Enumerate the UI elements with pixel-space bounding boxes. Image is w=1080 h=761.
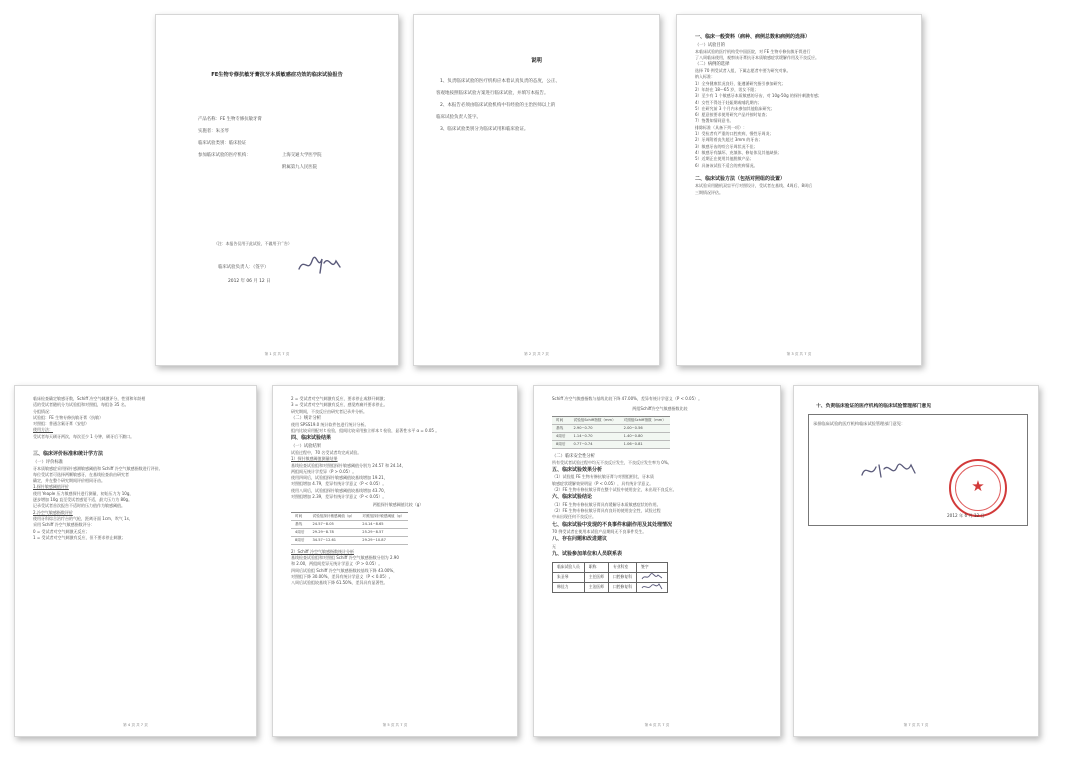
table-header-cell: 试验组Schiff指数（mm）	[569, 416, 619, 424]
table-header-cell: 职称	[584, 562, 608, 572]
table-row	[291, 528, 408, 536]
table-row	[553, 582, 668, 592]
body-line: 每位受试者可选择两颗敏感牙，在基线检查前由研究者	[33, 471, 129, 477]
instruction-line: 1、负责临床试验的医疗机构应本着认真负责的态度，公正、	[440, 79, 560, 84]
signature-cell	[636, 572, 667, 582]
opinion-label: 承担临床试验的医疗机构临床试验管理部门意见：	[813, 421, 906, 426]
body-line: 2）年龄在 18～65 岁，男女不限；	[695, 86, 759, 92]
table-cell: 1.40~0.80	[620, 432, 670, 440]
sponsor: 实施者：朱圣琴	[198, 129, 229, 134]
body-line: （2）FE 生物专修抗敏牙膏具有良好的使用安全性，试验过程	[552, 508, 661, 514]
table-cell: 朱圣琴	[553, 572, 585, 582]
handwritten-signature-2	[641, 573, 663, 581]
table-cell: 主治医师	[584, 582, 608, 592]
body-line: 所有受试者试验过程中均无不良反应发生，不良反应发生率为 0%。	[552, 459, 672, 465]
instruction-line: 3、临床试验类别分为临床试用和临床验证。	[440, 127, 529, 132]
report-page-5	[272, 385, 518, 737]
table-header-cell: 时间	[552, 416, 569, 424]
body-line: 70 例受试者在使用本试验产品期间无不良事件发生。	[552, 529, 647, 535]
table-cell: 34.57~12.61	[308, 536, 358, 544]
body-line: 对照组增加 4.79，差异有统计学意义（P < 0.05）。	[291, 481, 387, 487]
body-line: 3 = 受试者对空气刺激有反应，感觉疼痛并要求停止。	[291, 402, 388, 408]
section-heading: 四、临床试验结果	[291, 435, 332, 442]
handwritten-signature-1	[296, 251, 344, 277]
table-cell: 基线	[552, 424, 569, 432]
body-line: 使用牙科综合治疗台的气枪，距离牙面 1cm，吹气 1s，	[33, 515, 133, 521]
subsection-heading: （一）试验目的	[695, 42, 726, 48]
body-line: 2）牙周附着丧失超过 3mm 的牙齿；	[695, 137, 763, 143]
institution-line-1: 上海交通大学医学院	[282, 153, 322, 158]
body-line: Schiff 冷空气敏感指数与基线比较下降 47.00%，差异有统计学意义（P < 0.05）。	[552, 396, 703, 401]
body-line: 敏感症状缓解效果明显（P < 0.05），具有统计学意义。	[552, 480, 654, 486]
section-heading: 九、试验参加单位和人员联系表	[552, 551, 623, 558]
page-number: 第 3 页 共 7 页	[786, 352, 812, 356]
section-heading: 七、临床试验中发现的不良事件和副作用及其处理情况	[552, 521, 673, 528]
table-row	[552, 440, 670, 448]
table-cell: 24.14~8.65	[358, 520, 408, 528]
trial-category: 临床试验类别：临床验证	[198, 141, 247, 146]
body-line: 逐步增加 10g 直至受试者感觉不适，最大压力为 80g。	[33, 497, 133, 503]
table-header-cell: 临床试验人员	[553, 562, 585, 572]
body-line: 基线检查试验组和对照组探针敏感阈值分别为 24.57 和 24.14，	[291, 462, 406, 468]
instruction-line: 2、本报告必须由临床试验机构中有经验的主治医师以上的	[440, 103, 556, 108]
report-page-3	[676, 14, 922, 366]
table-cell: 29.29~8.78	[308, 528, 358, 536]
body-line: 了八周临床使用，观察该牙膏抗牙本质敏感症状缓解作用及不良反应。	[695, 54, 819, 60]
body-line: 记录受试者首次报告不适时的压力值作为敏感阈值。	[33, 503, 125, 509]
page-number: 第 6 页 共 7 页	[644, 723, 670, 727]
table-header-cell: 对照组探针敏感阈值（g）	[358, 512, 408, 520]
report-title: FE生物专修抗敏牙膏抗牙本质敏感症功效的临床试验报告	[211, 72, 343, 78]
page-number: 第 7 页 共 7 页	[903, 723, 929, 727]
body-line: 7）签署知情同意书。	[695, 118, 734, 124]
body-line: 研究期间，不良反应由研究者记录并分析。	[291, 408, 367, 414]
report-page-1	[155, 14, 399, 366]
body-line: 6）愿意按要求使用研究产品并按时复查；	[695, 112, 770, 118]
table-cell: 2.90~0.70	[569, 424, 619, 432]
official-stamp	[949, 459, 1007, 517]
table-header-row	[291, 512, 408, 520]
body-line: 4）女性不得处于妊娠期或哺乳期内；	[695, 99, 762, 105]
table-title: 两组Schiff冷空气敏感指数比较	[632, 406, 688, 412]
body-line: 1.探针敏感阈值评价	[33, 484, 69, 490]
page-number: 第 5 页 共 7 页	[382, 723, 408, 727]
body-line: 使用 Yeaple 压力敏感探针进行测量，初始压力为 10g，	[33, 490, 134, 496]
table-cell: 韩佳力	[553, 582, 585, 592]
instructions-heading: 说明	[531, 58, 542, 64]
body-line: 4）敏感牙有龋坏、充填体、修复体及其他缺损；	[695, 149, 782, 155]
body-line: （2）FE 生物专修抗敏牙膏在整个试验中使用安全，未出现不良反应。	[552, 486, 677, 492]
section-heading: 二、临床试验方法（包括对照组的设置）	[695, 175, 786, 182]
table-header-cell: 签字	[636, 562, 667, 572]
instruction-line: 临床试验负责人签字。	[436, 115, 481, 120]
body-line: 对照组增加 2.39，差异有统计学意义（P < 0.05）。	[291, 494, 387, 500]
table-title: 两组探针敏感阈值比较（g）	[372, 502, 424, 508]
institution-label: 参加临床试验的医疗机构：	[198, 153, 251, 158]
body-line: 八周后试验组较基线下降 61.50%，差异具有显著性。	[291, 580, 388, 586]
body-line: 使用方法：	[33, 427, 53, 433]
table-cell: 0.77~0.74	[569, 440, 619, 448]
body-line: 试验过程中，70 名受试者均完成试验。	[291, 449, 362, 455]
page-number: 第 1 页 共 7 页	[264, 352, 290, 356]
body-line: 选择 70 例受试者入组，下属志愿者中要为研究对象。	[695, 68, 791, 74]
table-header-cell: 时间	[291, 512, 308, 520]
table-header-cell: 专业科室	[608, 562, 636, 572]
body-line: 适的受试者随机分为试验组和对照组，每组各 35 名。	[33, 402, 129, 408]
table-row	[553, 572, 668, 582]
table-row	[552, 424, 670, 432]
body-line: 对照组：普通含氟牙膏（安慰）	[33, 421, 89, 427]
table-cell: 29.29~10.87	[358, 536, 408, 544]
probe-threshold-table	[291, 512, 408, 545]
body-line: 1）受检者有严重的口腔疾病，慢性牙周炎；	[695, 131, 774, 137]
body-line: 对照组下降 30.00%，差异有统计学意义（P < 0.05）。	[291, 573, 393, 579]
handwritten-signature-4	[859, 459, 919, 483]
table-header-row	[553, 562, 668, 572]
handwritten-signature-3	[641, 583, 663, 591]
body-line: 1）全身健康状况良好，能遵循研究指引参加研究；	[695, 80, 786, 86]
institution-line-2: 附属第九人民医院	[282, 165, 318, 170]
body-line: 排除标准（具备下列一项）：	[695, 124, 747, 130]
subsection-heading: （一）试验结果	[291, 443, 322, 449]
table-row	[291, 536, 408, 544]
subsection-heading: （二）临床安全性分析	[552, 453, 595, 459]
table-cell: 25.29~8.57	[358, 528, 408, 536]
page-number: 第 4 页 共 7 页	[123, 723, 148, 727]
subsection-heading: （二）病例的选择	[695, 62, 730, 68]
table-cell: 口腔修复科	[608, 582, 636, 592]
body-line: 本临床试验的医疗机构受中国医院，对 FE 生物专修抗敏牙膏进行	[695, 48, 811, 54]
table-header-cell: 对照组Schiff指数（mm）	[620, 416, 670, 424]
body-line: （1）FE 生物专修抗敏牙膏具有缓解牙本质敏感症状的作用。	[552, 501, 661, 507]
body-line: 5）在研究前 3 个月内未参加其他临床研究；	[695, 105, 775, 111]
body-line: 和 2.00，两组间差异无统计学意义（P > 0.05）。	[291, 561, 383, 567]
body-line: 0 = 受试者对空气刺激无反应；	[33, 528, 90, 534]
body-line: 临床检查确定敏感牙数，Schiff 冷空气刺激评分，性别和年龄相	[33, 396, 146, 401]
table-cell: 4周后	[291, 528, 308, 536]
body-line: 两组间无统计学差异（P > 0.05）。	[291, 468, 357, 474]
schiff-index-table	[552, 416, 670, 449]
body-line: 2.冷空气敏感指数评价	[33, 509, 73, 515]
body-line: 采用 Schiff 冷空气敏感指数评分：	[33, 522, 95, 528]
table-cell: 1.14~0.70	[569, 432, 619, 440]
body-line: 分组情况：	[33, 408, 53, 414]
section-heading: 八、存在问题和改进建议	[552, 536, 608, 543]
report-note: （注：本报告仅用于此试验，不做用于广告）	[214, 241, 292, 246]
investigator-table	[552, 562, 668, 593]
body-line: 使用四周后，试验组探针敏感阈值较基线增加 19.21，	[291, 475, 388, 481]
subsection-heading: （二）统计分析	[291, 415, 322, 421]
body-line: 四周后试验组 Schiff 冷空气敏感指数较基线下降 43.00%，	[291, 567, 398, 573]
section-heading: 三、临床评价标准和统计学方法	[33, 451, 104, 458]
body-line: 使用 SPSS19.0 统计软件包进行统计分析。	[291, 421, 369, 427]
body-line: 试验组：FE 生物专修抗敏牙膏（抗敏）	[33, 414, 104, 420]
section-heading: 六、临床试验结论	[552, 494, 593, 501]
body-line: 无	[552, 543, 556, 549]
table-cell: 24.57~8.05	[308, 520, 358, 528]
table-cell: 基线	[291, 520, 308, 528]
product-name: 产品名称：FE 生物专修抗敏牙膏	[198, 117, 262, 122]
report-page-2	[413, 14, 660, 366]
signature-cell	[636, 582, 667, 592]
table-cell: 2.00~0.56	[620, 424, 670, 432]
report-page-4	[14, 385, 257, 737]
body-line: 三期情况评估。	[695, 189, 723, 195]
body-line: 纳入标准：	[695, 74, 715, 80]
body-line: 3）至少有 1 个敏感牙本质敏感的牙齿，对 10g-50g 的探针刺激有感；	[695, 93, 822, 99]
table-cell: 1.06~0.81	[620, 440, 670, 448]
opinion-date: 2012 年 6 月 12 日	[947, 513, 985, 518]
body-line: 受试者每天刷牙两次，每次至少 1 分钟，刷牙后不漱口。	[33, 433, 135, 439]
report-page-6	[533, 385, 781, 737]
body-line: 组内比较采用配对 t 检验，组间比较采用独立样本 t 检验，显著性水平 α = 0.05 。	[291, 428, 440, 434]
responsible-label: 临床试验负责人：（签字）	[218, 265, 269, 270]
section-heading: 一、临床一般资料（病种、病例总数和病例的选择）	[695, 34, 811, 40]
table-header-cell: 试验组探针敏感阈值（g）	[308, 512, 358, 520]
table-row	[291, 520, 408, 528]
opinion-box	[808, 414, 1028, 526]
report-page-7	[793, 385, 1039, 737]
body-line: 基线检查试验组和对照组 Schiff 冷空气敏感指数分别为 2.90	[291, 554, 399, 560]
star-icon: ★	[971, 477, 985, 495]
body-line: 1）探针敏感阈值测量结果	[291, 456, 338, 462]
body-line: （1）试验组 FE 生物专修抗敏牙膏与对照组相比，牙本质	[552, 474, 654, 480]
instruction-line: 客观地按照临床试验方案进行临床试验，并填写本报告。	[436, 91, 549, 96]
table-cell: 主任医师	[584, 572, 608, 582]
body-line: 5）近期正在使用其他脱敏产品；	[695, 156, 754, 162]
report-date: 2012 年 06 月 12 日	[228, 279, 271, 284]
table-cell: 4周后	[552, 432, 569, 440]
table-cell: 口腔修复科	[608, 572, 636, 582]
body-line: 1 = 受试者对空气刺激有反应，但不要求停止刺激；	[33, 534, 126, 540]
body-line: 本试验采用随机双盲平行对照设计，受试者在基线、4周后、8周后	[695, 183, 813, 189]
subsection-heading: （一）评价标准	[33, 459, 64, 465]
table-row	[552, 432, 670, 440]
table-cell: 8周后	[291, 536, 308, 544]
table-header-row	[552, 416, 670, 424]
body-line: 3）敏感牙齿的咬合牙周状况不佳；	[695, 143, 758, 149]
subsection-heading: 2）Schiff 冷空气敏感指数统计分析	[291, 548, 354, 554]
table-cell: 8周后	[552, 440, 569, 448]
body-line: 6）具备该试验不适合的疾病情况。	[695, 162, 758, 168]
body-line: 2 = 受试者对空气刺激有反应，要求停止或移开刺激；	[291, 396, 388, 401]
body-line: 使用八周后，试验组探针敏感阈值较基线增加 43.70，	[291, 487, 388, 493]
body-line: 中未出现任何不良反应。	[552, 514, 596, 520]
section-heading: 五、临床试验效果分析	[552, 466, 603, 473]
body-line: 牙本质敏感症采用探针感测敏感阈值和 Schiff 冷空气敏感指数进行评价。	[33, 465, 163, 471]
page-number: 第 2 页 共 7 页	[524, 352, 549, 356]
body-line: 确定，并在整个研究期间评价相同牙齿。	[33, 478, 105, 484]
section-heading: 十、负责临床验证的医疗机构的临床试验管理部门意见	[816, 404, 932, 409]
